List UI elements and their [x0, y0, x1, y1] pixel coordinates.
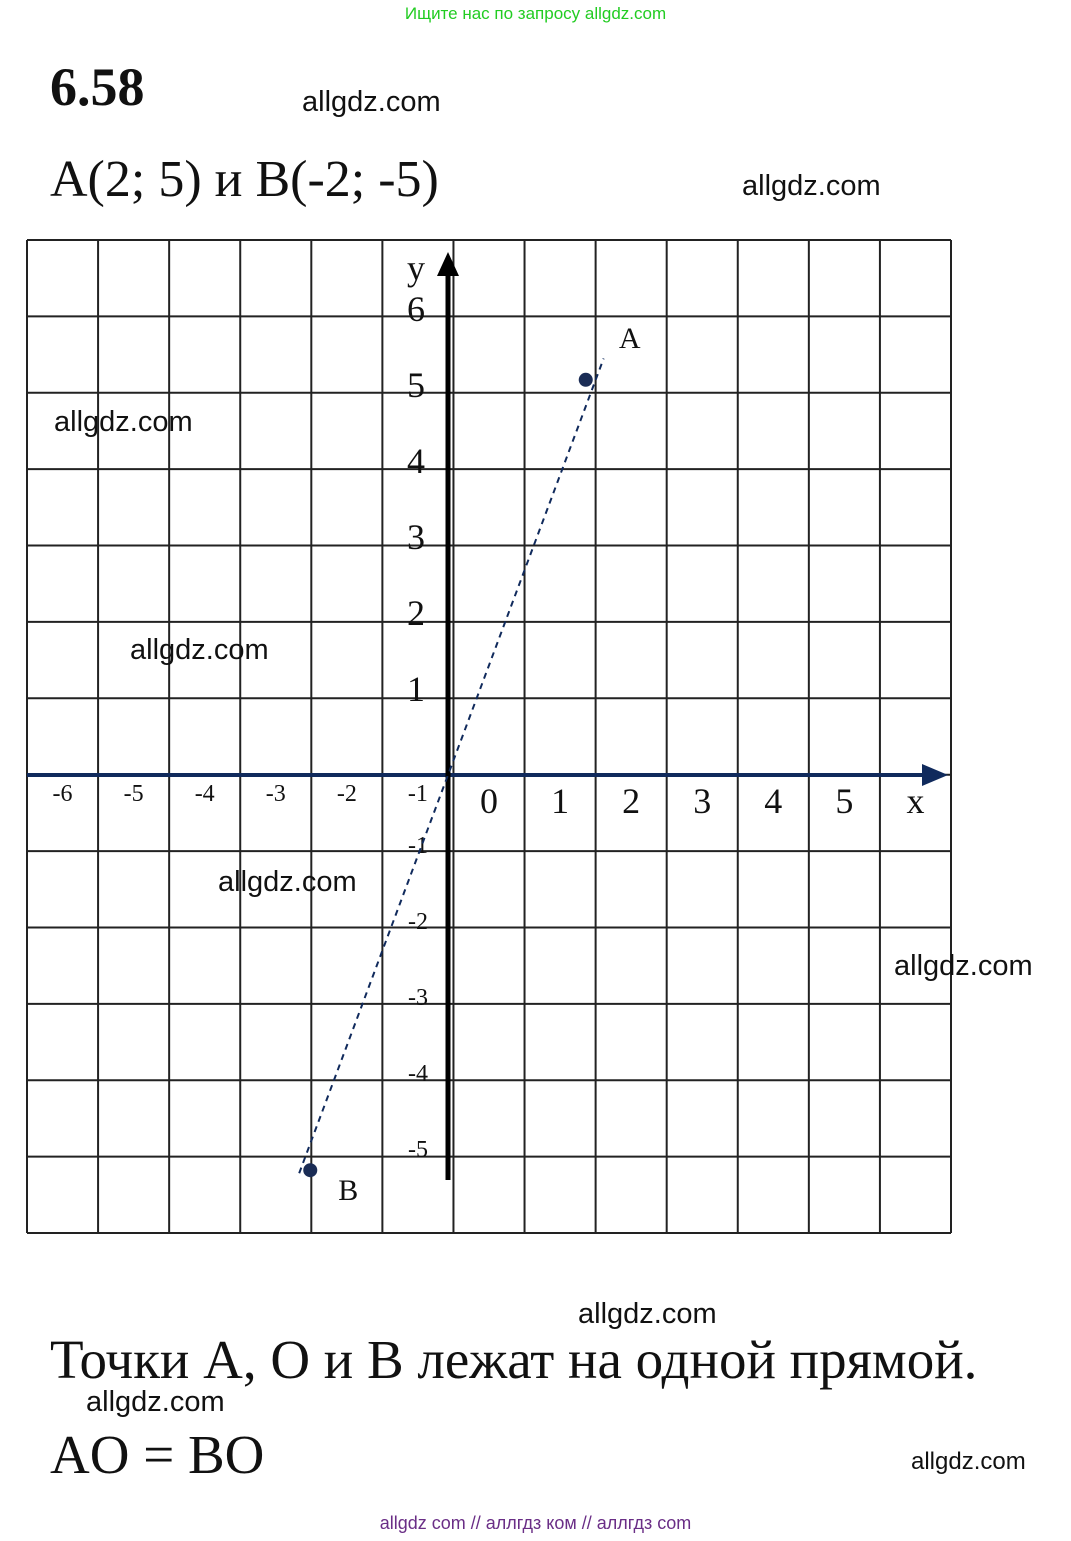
y-axis-label: y: [407, 248, 425, 288]
dashed-line-AOB: [299, 359, 603, 1174]
equality-statement: AO = BO: [50, 1424, 265, 1485]
x-tick-label: 1: [551, 781, 570, 821]
search-banner: Ищите нас по запросу allgdz.com: [404, 4, 667, 23]
watermark: allgdz.com: [218, 866, 357, 898]
y-tick-label: 1: [407, 669, 425, 709]
x-tick-label: -1: [407, 781, 428, 807]
watermark: allgdz.com: [130, 634, 269, 666]
footer-links: allgdz com // аллгдз ком // аллгдз com: [379, 1513, 692, 1533]
x-tick-label: -6: [52, 781, 73, 807]
x-tick-label: 4: [764, 781, 783, 821]
x-tick-label: -2: [336, 781, 357, 807]
y-tick-label: -4: [408, 1061, 428, 1087]
x-axis-label: x: [906, 781, 925, 821]
watermark: allgdz.com: [578, 1298, 717, 1330]
watermark: allgdz.com: [911, 1448, 1026, 1475]
y-tick-label: 3: [407, 517, 425, 557]
watermark: allgdz.com: [86, 1386, 225, 1418]
y-tick-label: -5: [408, 1137, 428, 1163]
data-marks: [299, 359, 603, 1178]
x-tick-label: 5: [835, 781, 854, 821]
y-tick-label: -1: [408, 833, 428, 859]
watermark: allgdz.com: [742, 170, 881, 202]
point-label-A: A: [618, 321, 641, 355]
x-tick-label: -3: [265, 781, 286, 807]
watermark: allgdz.com: [302, 86, 441, 118]
origin-label: 0: [480, 781, 498, 821]
point-A: [579, 373, 593, 387]
axes: [27, 252, 948, 1180]
task-statement: A(2; 5) и B(-2; -5): [50, 151, 439, 208]
y-tick-label: -3: [408, 985, 428, 1011]
y-tick-label: 4: [407, 441, 425, 481]
x-tick-label: 3: [693, 781, 712, 821]
y-tick-label: 2: [407, 593, 425, 633]
x-axis-arrow: [922, 764, 948, 786]
x-tick-label: 2: [622, 781, 641, 821]
y-axis-arrow: [437, 252, 459, 276]
point-B: [303, 1163, 317, 1177]
point-label-B: B: [338, 1174, 359, 1208]
x-tick-label: -4: [194, 781, 215, 807]
watermark: allgdz.com: [54, 406, 193, 438]
y-tick-label: 5: [407, 365, 425, 405]
watermark: allgdz.com: [894, 950, 1033, 982]
y-tick-label: 6: [407, 289, 425, 329]
conclusion-statement: Точки A, O и B лежат на одной прямой.: [50, 1329, 978, 1390]
problem-number: 6.58: [50, 57, 145, 117]
y-tick-label: -2: [408, 909, 428, 935]
grid: [27, 240, 951, 1233]
x-tick-label: -5: [123, 781, 144, 807]
